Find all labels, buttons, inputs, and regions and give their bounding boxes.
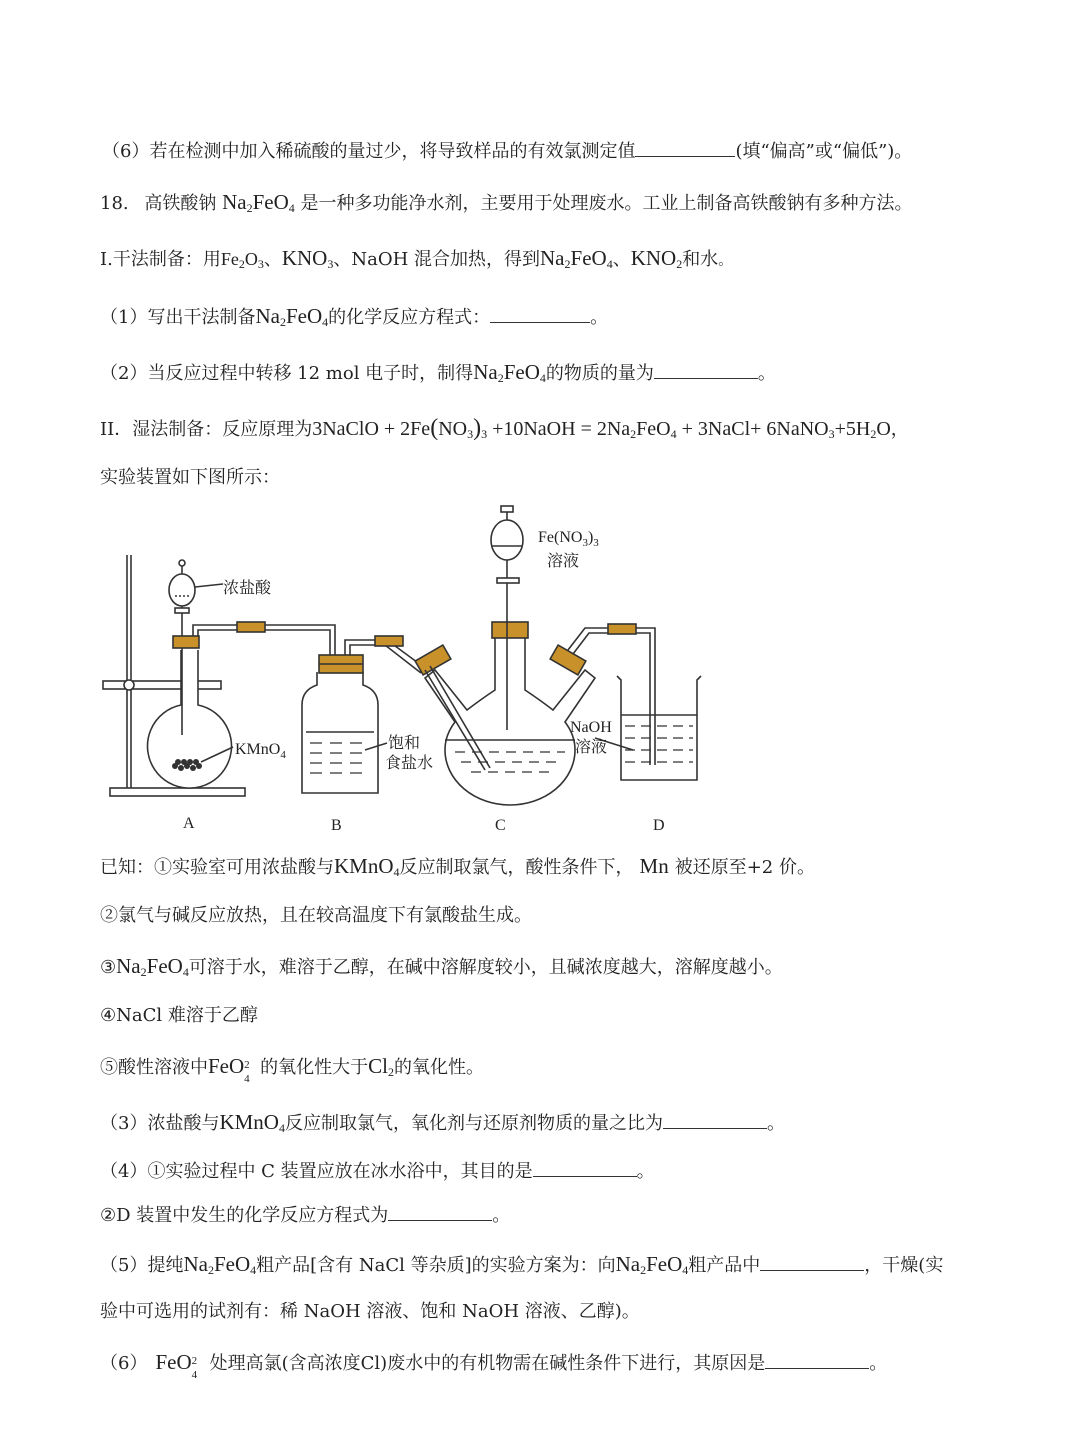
q3-post: 反应制取氯气，氧化剂与还原剂物质的量之比为	[284, 1113, 663, 1134]
beaker-d	[617, 676, 701, 780]
known-1-mid: 反应制取氯气，酸性条件下，	[399, 857, 634, 878]
element-mn: Mn	[639, 854, 669, 878]
q5-mid: 粗产品[含有 NaCl 等杂质]的实验方案为：向	[256, 1255, 616, 1276]
formula-kmno4: KMnO$_4$	[334, 854, 400, 879]
known-1-pre: 已知：①实验室可用浓盐酸与	[100, 857, 334, 878]
known-3-post: 可溶于水，难溶于乙醇，在碱中溶解度较小，且碱浓度越大，溶解度越小。	[188, 957, 783, 978]
q18-item4-part2	[100, 1202, 510, 1230]
q17-item6	[102, 138, 912, 166]
q18-item1	[100, 302, 608, 332]
formula-cl2: $Cl_2$	[368, 1054, 395, 1079]
answer-blank[interactable]	[760, 1252, 864, 1271]
letter-d: D	[653, 817, 665, 834]
label-fe-sub2: 3	[593, 537, 599, 549]
known-5	[100, 1052, 485, 1085]
connector	[608, 624, 636, 634]
comma: ，	[890, 419, 909, 440]
part2-pre: II．湿法制备：反应原理为	[100, 419, 313, 440]
known-5-mid: 的氧化性大于	[260, 1057, 369, 1078]
known-2-text: ②氯气与碱反应放热，且在较高温度下有氯酸盐生成。	[100, 905, 532, 926]
label-naoh-2: 溶液	[575, 739, 608, 756]
q18-stem-pre: 高铁酸钠	[144, 193, 217, 214]
part1-dot: 。	[718, 253, 733, 269]
known-2	[100, 902, 532, 930]
known-4	[100, 1002, 258, 1030]
known-4-text: ④NaCl 难溶于乙醇	[100, 1005, 258, 1026]
answer-blank[interactable]	[663, 1110, 767, 1129]
q1-pre: （1）写出干法制备	[100, 307, 256, 328]
part1-end: 和水	[682, 249, 719, 270]
answer-blank[interactable]	[635, 138, 735, 157]
stand-base	[110, 788, 245, 796]
formula-na2feo4: $Na_2FeO_4$	[116, 954, 189, 979]
known-5-pre: ⑤酸性溶液中	[100, 1057, 208, 1078]
separator: 、	[612, 249, 631, 270]
apparatus-figure	[95, 500, 715, 840]
q6-end: 。	[869, 1353, 888, 1374]
label-fe-nitrate: Fe(NO	[538, 529, 583, 546]
formula-kno2: $KNO_2$	[630, 246, 683, 271]
separatory-funnel-a	[169, 574, 195, 606]
q3-end: 。	[766, 1113, 785, 1134]
q2-pre: （2）当反应过程中转移 12 mol 电子时，制得	[100, 363, 474, 384]
stopper-a	[173, 636, 199, 648]
formula-na2feo4: $Na_2FeO_4$	[255, 304, 329, 329]
label-brine-2: 食盐水	[385, 755, 434, 772]
q6-pre: （6）	[100, 1353, 148, 1374]
known-5-post: 的氧化性。	[394, 1057, 485, 1078]
answer-blank[interactable]	[388, 1202, 492, 1221]
part1-pre: I.干法制备：用	[100, 249, 221, 270]
svg-text:KMnO4	[235, 741, 286, 761]
formula-na2feo4: $Na_2FeO_4$	[183, 1252, 257, 1277]
q5-pre: （5）提纯	[100, 1255, 184, 1276]
label-naoh-1: NaOH	[570, 719, 612, 736]
formula-na2feo4: $Na_2FeO_4$	[473, 360, 546, 385]
answer-blank[interactable]	[490, 304, 590, 323]
q18-item3	[100, 1108, 785, 1138]
q5-mid2: 粗产品中	[688, 1255, 761, 1276]
q6-mid: 处理高氯(含高浓度Cl)废水中的有机物需在碱性条件下进行，其原因是	[209, 1353, 766, 1374]
q4-line2-pre: ②D 装置中发生的化学反应方程式为	[100, 1205, 389, 1226]
formula-na2feo4: $Na_2FeO_4$	[222, 190, 295, 215]
stopper-c-center	[492, 622, 528, 638]
svg-text:Fe(NO3)3	[538, 529, 599, 549]
q18-item2	[100, 358, 776, 388]
separator: 、	[263, 249, 282, 270]
label-fe-close: )	[587, 529, 594, 546]
known-1	[100, 852, 815, 882]
q4-line2-end: 。	[492, 1205, 511, 1226]
part2-wet-method	[100, 414, 909, 444]
letter-b: B	[331, 817, 342, 834]
formula-kno3: $KNO_3$	[281, 246, 334, 271]
q2-post: 的物质的量为	[545, 363, 654, 384]
q1-end: 。	[590, 307, 609, 328]
connector	[237, 622, 265, 632]
q17-item6-tail: (填“偏高”或“偏低”)。	[735, 141, 913, 162]
separatory-funnel-c	[491, 520, 523, 560]
q5-line2: 验中可选用的试剂有：稀 NaOH 溶液、饱和 NaOH 溶液、乙醇)。	[100, 1301, 640, 1322]
connector	[375, 636, 403, 646]
label-fe-sub: 3	[582, 537, 588, 549]
q17-item6-text: （6）若在检测中加入稀硫酸的量过少，将导致样品的有效氯测定值	[102, 141, 636, 162]
formula-na2feo4: $Na_2FeO_4$	[615, 1252, 689, 1277]
separator: 、	[333, 249, 352, 270]
formula-fe2o3: $Fe_2O_3$	[220, 249, 264, 271]
known-3-pre: ③	[100, 957, 117, 978]
q18-item5-line2	[100, 1298, 640, 1326]
q1-post: 的化学反应方程式：	[328, 307, 491, 328]
q5-post: ，干燥(实	[864, 1255, 944, 1276]
q4-pre: （4）①实验过程中 C 装置应放在冰水浴中，其目的是	[100, 1161, 533, 1182]
answer-blank[interactable]	[533, 1158, 637, 1177]
q4-end: 。	[636, 1161, 655, 1182]
label-kmno4-sub: 4	[280, 749, 286, 761]
known-3	[100, 952, 783, 982]
answer-blank[interactable]	[654, 360, 758, 379]
part2-line2	[100, 464, 280, 492]
letter-c: C	[495, 817, 506, 834]
q18-item5	[100, 1250, 943, 1280]
q3-pre: （3）浓盐酸与	[100, 1113, 220, 1134]
part1-dry-method	[100, 244, 732, 275]
known-1-post: 被还原至+2 价。	[674, 857, 815, 878]
label-fe-solution: 溶液	[547, 553, 580, 570]
label-brine-1: 饱和	[388, 735, 421, 752]
stand-clamp	[103, 681, 221, 689]
formula-kmno4: KMnO$_4$	[219, 1110, 285, 1135]
question-number: 18.	[100, 193, 129, 214]
figure-intro: 实验装置如下图所示：	[100, 467, 280, 488]
q18-stem-post: 是一种多功能净水剂，主要用于处理废水。工业上制备高铁酸钠有多种方法。	[300, 193, 913, 214]
label-hcl: 浓盐酸	[223, 580, 272, 597]
reaction-equation: 3NaClO + $2Fe(NO_3)_3$ +10NaOH = $2Na_2FeO_4$ + 3NaCl+ $6NaNO_3+5H_2O$	[312, 415, 891, 441]
q2-end: 。	[757, 363, 776, 384]
q18-item4	[100, 1158, 655, 1186]
formula-feo4-ion: FeO 2 4	[208, 1054, 250, 1085]
formula-na2feo4: $Na_2FeO_4$	[540, 246, 613, 271]
part1-mid: NaOH 混合加热，得到	[351, 249, 541, 270]
formula-feo4-ion: FeO 2 4	[155, 1350, 198, 1381]
answer-blank[interactable]	[765, 1350, 869, 1369]
q18-item6	[100, 1348, 888, 1381]
label-kmno4: KMnO	[235, 741, 281, 758]
q18-stem	[100, 188, 913, 218]
letter-a: A	[183, 815, 195, 832]
